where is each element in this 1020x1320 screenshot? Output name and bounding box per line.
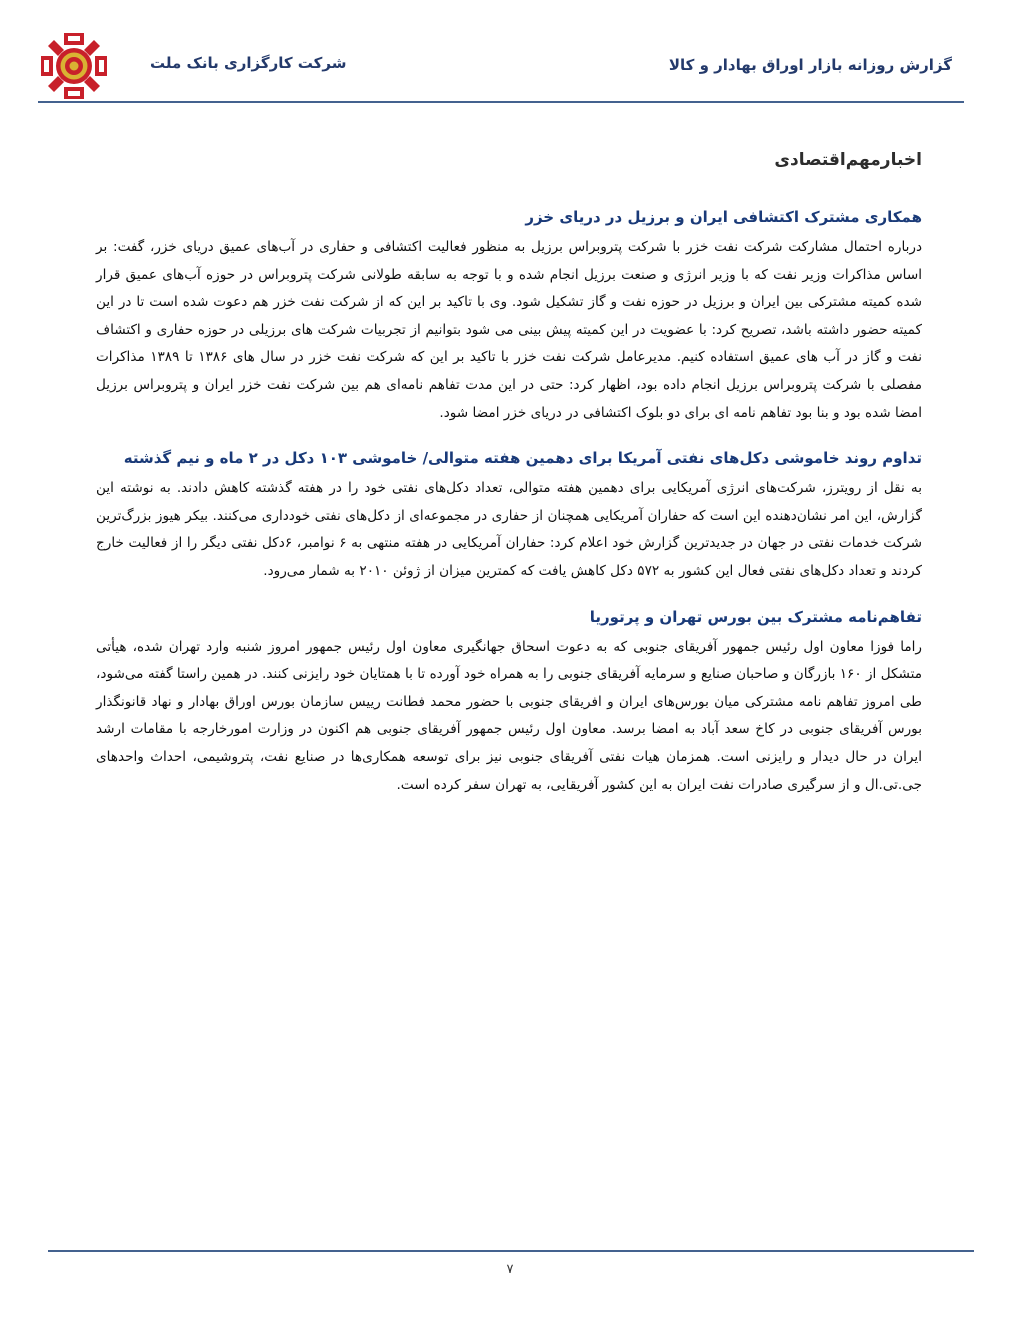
article-title: تفاهم‌نامه مشترک بین بورس تهران و پرتوریا	[589, 607, 922, 626]
company-name: شرکت کارگزاری بانک ملت	[150, 54, 347, 72]
article-title: تداوم روند خاموشی دکل‌های نفتی آمریکا برای دهمین هفته متوالی/ خاموشی ۱۰۳ دکل در ۲ ماه و نیم گذشته	[123, 449, 922, 468]
report-title: گزارش روزانه بازار اوراق بهادار و کالا	[668, 56, 952, 74]
page-content	[96, 150, 922, 819]
section-heading: اخبارمهم‌اقتصادی	[774, 150, 922, 170]
article-body: راما فوزا معاون اول رئیس جمهور آفریقای جنوبی که به دعوت اسحاق جهانگیری معاون اول رئیس جمهور امروز شنبه وارد تهران شده، هیأتی متشکل از ۱۶۰ بازرگان و صاحبان صنایع و سرمایه آفریقای جنوبی را به همراه خود آورده تا با همتایان خود رایزنی کنند. در همین راستا گفته می‌شود، طی امروز تفاهم نامه مشترکی میان بورس‌های ایران و افریقای جنوبی با حضور محمد فطانت رییس سازمان بورس اوراق بهادار و نهاد قانونگذار بورس آفریقای جنوبی در کاخ سعد آباد به امضا برسد. معاون اول رئیس جمهور آفریقای جنوبی هم اکنون در وزارت امورخارجه با مقامات ارشد ایران در حال دیدار و رایزنی است. همزمان هیات نفتی آفریقای جنوبی نیز برای توسعه همکاری‌ها در صنایع نفت، پتروشیمی، احداث واحدهای جی.تی.ال و از سرگیری صادرات نفت ایران به این کشور آفریقایی، به تهران سفر کرده است.	[96, 638, 923, 793]
header-divider	[38, 101, 964, 103]
footer-divider	[48, 1250, 974, 1252]
article-tehran-pretoria-mou	[96, 606, 922, 800]
article-title: همکاری مشترک اکتشافی ایران و برزیل در دریای خزر	[525, 208, 922, 226]
page-header	[0, 0, 1020, 105]
article-caspian-brazil	[96, 206, 922, 427]
bank-mellat-logo-icon	[38, 30, 110, 102]
article-body: درباره احتمال مشارکت شرکت نفت خزر با شرکت پتروبراس برزیل به منظور فعالیت اکتشافی و حفاری در آب‌های عمیق دریای خزر، گفت: بر اساس مذاکرات وزیر نفت که با وزیر انرژی و صنعت برزیل انجام شده و با توجه به سابقه طولانی شرکت پتروبراس در حوزه آب‌های عمیق قرار شده کمیته مشترکی بین ایران و برزیل در حوزه نفت و گاز تشکیل شود. وی با تاکید بر این که از شرکت نفت خزر هم دعوت شده است تا در این کمیته حضور داشته باشد، تصریح کرد: با عضویت در این کمیته پیش بینی می شود بتوانیم از تجربیات شرکت های برزیلی در حوزه حفاری و اکتشاف نفت و گاز در آب های عمیق استفاده کنیم. مدیرعامل شرکت نفت خزر با تاکید بر این که شرکت نفت خزر در سال های ۱۳۸۶ تا ۱۳۸۹ مذاکرات مفصلی با شرکت پتروبراس برزیل انجام داده بود، اظهار کرد: حتی در این مدت تفاهم نامه‌ای هم بین شرکت نفت خزر ایران و پتروبراس برزیل امضا شده بود و بنا بود تفاهم نامه ای برای دو بلوک اکتشافی در دریای خزر امضا شود.	[96, 239, 923, 421]
page-number: ۷	[506, 1262, 514, 1277]
article-us-oil-rigs	[96, 447, 922, 585]
article-body: به نقل از رویترز، شرکت‌های انرژی آمریکایی برای دهمین هفته متوالی، تعداد دکل‌های نفتی خود را در هفته گذشته کاهش دادند. به نوشته این گزارش، این امر نشان‌دهنده این است که حفاران آمریکایی همچنان از حفاری در مجموعه‌ای از دکل‌های نفتی خودداری می‌کنند. بیکر هیوز بزرگ‌ترین شرکت خدمات نفتی در جهان در جدیدترین گزارش خود اعلام کرد: حفاران آمریکایی در هفته منتهی به ۶ نوامبر، ۶دکل نفتی دیگر را از فعالیت خارج کردند و تعداد دکل‌های نفتی فعال این کشور به ۵۷۲ دکل کاهش یافت که کمترین میزان از ژوئن ۲۰۱۰ به شمار می‌رود.	[96, 480, 922, 579]
